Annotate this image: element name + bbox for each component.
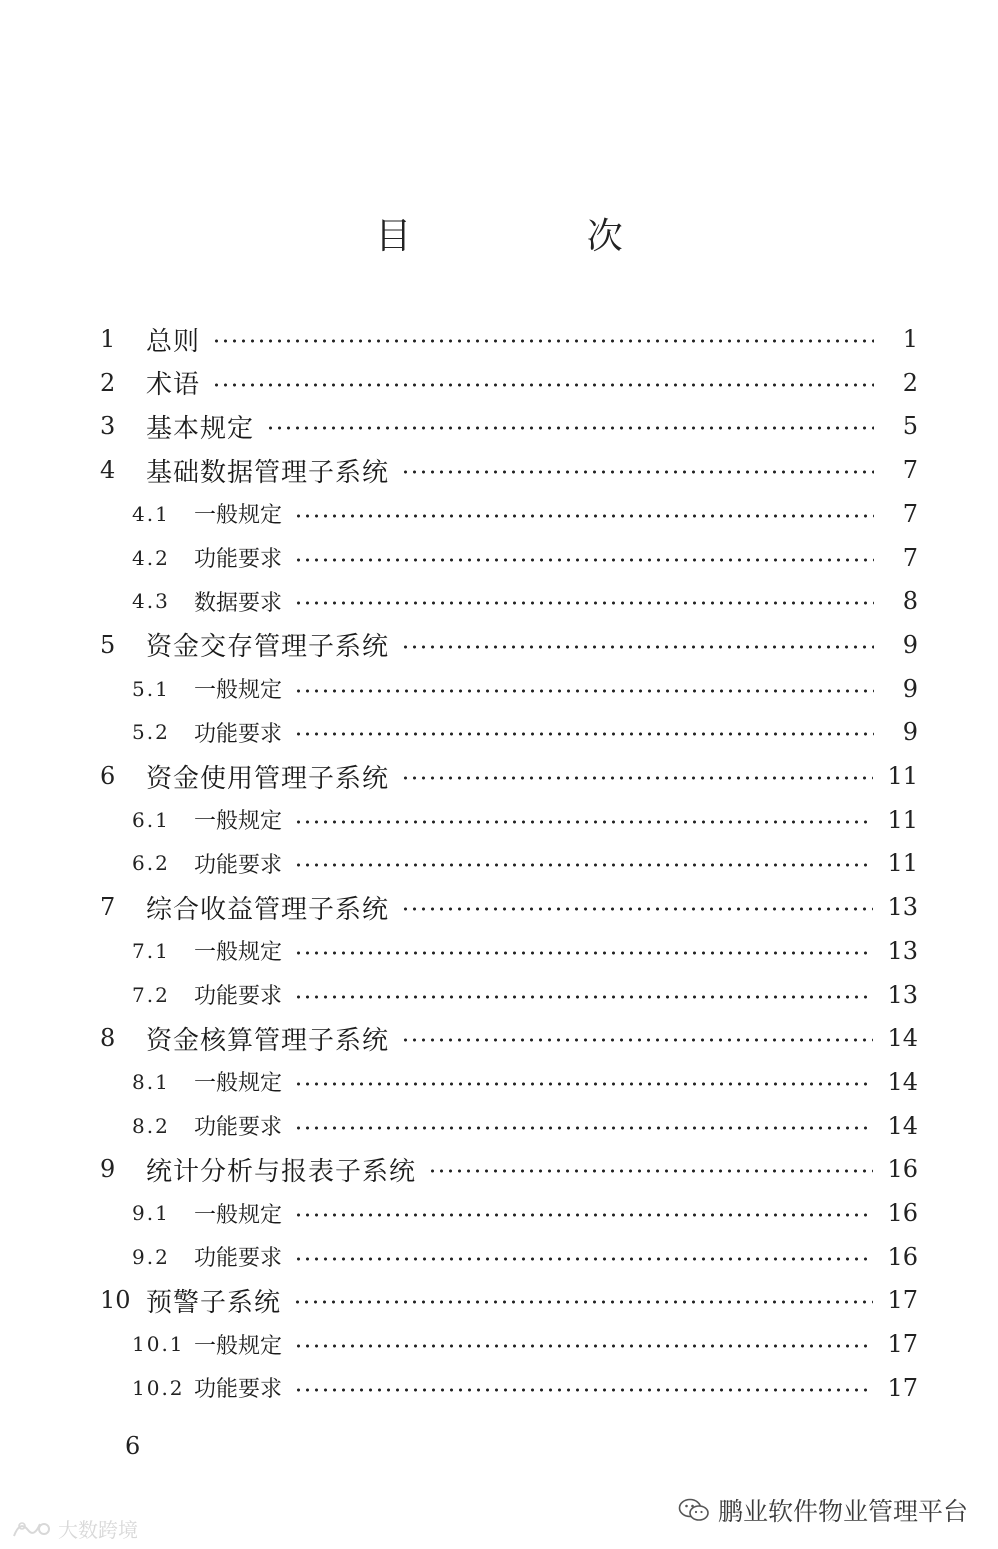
toc-leader-dots (401, 776, 873, 780)
toc-entry-number: 2 (100, 368, 116, 397)
toc-leader-dots (294, 1213, 873, 1217)
toc-entry-page: 11 (887, 762, 918, 790)
site-watermark-text: 大数跨境 (58, 1518, 138, 1542)
toc-leader-dots (294, 820, 873, 824)
toc-entry-page: 17 (887, 1373, 918, 1402)
toc-entry-label: 一般规定 (194, 1202, 283, 1228)
toc-entry-page: 1 (902, 325, 918, 353)
brand-logo-icon (10, 1516, 54, 1542)
toc-chapter-entry (100, 448, 918, 492)
toc-leader-dots (294, 558, 874, 562)
toc-chapter-entry (100, 885, 918, 929)
toc-entry-page: 16 (887, 1155, 918, 1184)
toc-entry-number: 7 (100, 893, 116, 922)
toc-entry-label: 一般规定 (194, 678, 283, 704)
toc-entry-page: 9 (902, 718, 918, 747)
toc-entry-number: 9.1 (132, 1201, 170, 1225)
toc-section-entry (132, 579, 918, 623)
toc-entry-label: 一般规定 (194, 809, 283, 835)
toc-entry-label: 综合收益管理子系统 (146, 894, 390, 925)
toc-chapter-entry (100, 1278, 918, 1322)
toc-entry-page: 16 (887, 1199, 918, 1227)
toc-entry-label: 功能要求 (194, 984, 283, 1009)
toc-entry-page: 14 (887, 1067, 918, 1096)
toc-entry-label: 一般规定 (194, 940, 283, 966)
toc-entry-page: 11 (887, 849, 918, 878)
toc-section-entry (132, 798, 918, 842)
toc-entry-label: 统计分析与报表子系统 (146, 1156, 417, 1187)
toc-chapter-entry (100, 1147, 918, 1191)
toc-leader-dots (293, 1300, 873, 1304)
toc-entry-label: 功能要求 (194, 852, 283, 878)
toc-leader-dots (401, 1038, 873, 1042)
toc-section-entry (132, 536, 918, 580)
toc-chapter-entry (100, 1016, 918, 1060)
toc-section-entry (132, 1060, 918, 1104)
toc-entry-number: 9.2 (132, 1244, 170, 1269)
toc-entry-page: 5 (902, 412, 918, 441)
toc-entry-page: 7 (902, 543, 918, 572)
toc-entry-label: 一般规定 (194, 503, 283, 529)
toc-entry-number: 5.1 (132, 676, 170, 701)
toc-entry-page: 8 (902, 587, 918, 616)
toc-entry-page: 16 (887, 1242, 918, 1271)
toc-entry-number: 6.2 (132, 851, 170, 876)
toc-leader-dots (428, 1169, 873, 1173)
toc-entry-label: 资金使用管理子系统 (146, 763, 390, 794)
toc-entry-number: 7.2 (132, 982, 170, 1007)
wechat-account-name: 鹏业软件物业管理平台 (717, 1497, 968, 1526)
toc-entry-number: 5 (100, 630, 116, 659)
toc-section-entry (132, 492, 918, 536)
toc-leader-dots (212, 383, 874, 387)
toc-entry-label: 功能要求 (194, 1115, 283, 1141)
toc-entry-page: 14 (887, 1024, 918, 1053)
toc-entry-number: 10.1 (132, 1332, 185, 1357)
site-watermark (10, 1514, 138, 1543)
toc-leader-dots (294, 1126, 873, 1130)
toc-section-entry (132, 1366, 918, 1410)
toc-entry-label: 功能要求 (194, 547, 283, 572)
toc-section-entry (132, 973, 918, 1017)
toc-entry-number: 9 (100, 1155, 116, 1184)
toc-leader-dots (294, 863, 873, 867)
toc-entry-label: 功能要求 (194, 1246, 283, 1272)
toc-chapter-entry (100, 404, 918, 448)
toc-leader-dots (294, 689, 874, 693)
toc-entry-page: 17 (887, 1330, 918, 1359)
toc-leader-dots (294, 1082, 873, 1086)
toc-leader-dots (212, 339, 874, 343)
toc-entry-label: 数据要求 (194, 590, 283, 616)
toc-entry-page: 14 (887, 1111, 918, 1140)
toc-entry-page: 13 (887, 980, 918, 1009)
toc-entry-number: 4 (100, 456, 116, 485)
toc-entry-label: 一般规定 (194, 1333, 283, 1359)
toc-entry-page: 13 (887, 936, 918, 965)
toc-entry-page: 9 (902, 674, 918, 703)
toc-entry-label: 预警子系统 (146, 1287, 282, 1318)
toc-section-entry (132, 1235, 918, 1279)
toc-entry-number: 10.2 (132, 1375, 185, 1400)
toc-section-entry (132, 929, 918, 973)
wechat-icon (678, 1497, 710, 1523)
toc-section-entry (132, 1322, 918, 1366)
toc-chapter-entry (100, 361, 918, 405)
toc-leader-dots (266, 426, 874, 430)
toc-leader-dots (294, 995, 873, 999)
toc-entry-number: 8.1 (132, 1069, 170, 1094)
toc-leader-dots (294, 732, 874, 736)
toc-entry-page: 17 (887, 1286, 918, 1315)
toc-entry-number: 8 (100, 1024, 116, 1053)
toc-entry-page: 13 (887, 893, 918, 922)
toc-leader-dots (401, 470, 874, 474)
toc-chapter-entry (100, 754, 918, 798)
toc-entry-number: 1 (100, 325, 116, 353)
toc-entry-label: 术语 (146, 370, 201, 401)
toc-section-entry (132, 1191, 918, 1235)
toc-entry-label: 基础数据管理子系统 (146, 457, 390, 488)
toc-entry-label: 资金核算管理子系统 (146, 1025, 390, 1056)
toc-section-entry (132, 1104, 918, 1148)
toc-entry-label: 总则 (146, 326, 201, 357)
toc-leader-dots (294, 1344, 873, 1348)
toc-entry-page: 7 (902, 456, 918, 485)
toc-entry-number: 7.1 (132, 938, 170, 963)
toc-entry-page: 7 (902, 499, 918, 528)
toc-chapter-entry (100, 623, 918, 667)
toc-leader-dots (294, 601, 874, 605)
toc-entry-label: 一般规定 (194, 1071, 283, 1097)
toc-entry-label: 功能要求 (194, 721, 283, 747)
toc-leader-dots (401, 907, 873, 911)
toc-section-entry (132, 710, 918, 754)
wechat-watermark (678, 1492, 968, 1528)
toc-section-entry (132, 667, 918, 711)
toc-leader-dots (294, 951, 873, 955)
toc-entry-number: 4.1 (132, 501, 170, 526)
toc-entry-number: 8.2 (132, 1113, 170, 1138)
toc-entry-number: 10 (100, 1286, 131, 1315)
toc-entry-page: 9 (902, 630, 918, 659)
toc-entry-number: 6.1 (132, 807, 170, 832)
toc-entry-label: 功能要求 (194, 1377, 283, 1403)
toc-entry-page: 2 (902, 368, 918, 397)
toc-entry-number: 3 (100, 412, 116, 441)
page-title: 目 次 (375, 216, 705, 257)
toc-entry-label: 基本规定 (146, 413, 255, 444)
toc-section-entry (132, 841, 918, 885)
toc-entry-number: 4.2 (132, 545, 170, 570)
toc-leader-dots (294, 1388, 873, 1392)
toc-entry-number: 6 (100, 762, 116, 790)
toc-entry-number: 4.3 (132, 589, 170, 614)
toc-leader-dots (294, 514, 874, 518)
page-number: 6 (125, 1432, 141, 1460)
toc-entry-number: 5.2 (132, 720, 170, 745)
toc-leader-dots (294, 1257, 873, 1261)
toc-chapter-entry (100, 317, 918, 361)
toc-leader-dots (401, 645, 874, 649)
toc-entry-label: 资金交存管理子系统 (146, 632, 390, 663)
toc-entry-page: 11 (887, 805, 918, 834)
